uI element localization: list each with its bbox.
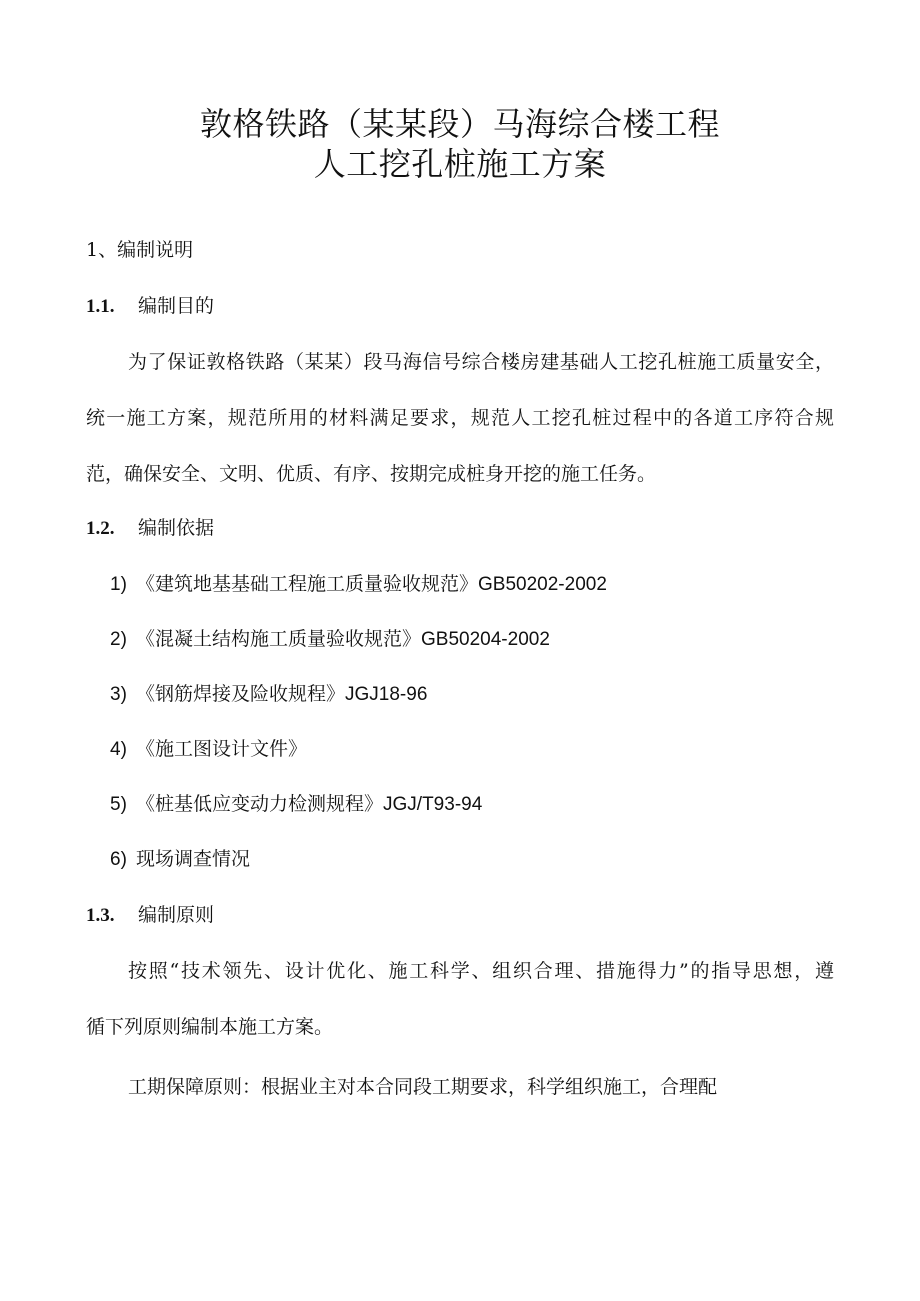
reference-number: 6) <box>110 849 127 870</box>
section-label: 编制原则 <box>138 904 215 926</box>
paragraph-line: 工期保障原则：根据业主对本合同段工期要求，科学组织施工，合理配 <box>128 1076 718 1098</box>
document-title-line-1: 敦格铁路（某某段）马海综合楼工程 <box>199 105 720 143</box>
section-heading-1-3 <box>86 901 214 930</box>
section-heading-1-2 <box>86 514 214 543</box>
reference-item <box>110 790 482 819</box>
reference-number: 2) <box>110 629 127 650</box>
reference-code: JGJ18-96 <box>345 684 428 705</box>
reference-title: 《混凝土结构施工质量验收规范》 <box>136 628 422 650</box>
reference-title: 《建筑地基基础工程施工质量验收规范》 <box>136 573 479 595</box>
reference-code: JGJ/T93-94 <box>383 794 483 815</box>
document-title-line-2: 人工挖孔桩施工方案 <box>313 145 607 183</box>
section-label: 编制依据 <box>138 517 215 539</box>
reference-number: 1) <box>110 574 127 595</box>
section-number: 1.1. <box>86 296 115 317</box>
reference-title: 《钢筋焊接及险收规程》 <box>136 683 346 705</box>
paragraph-line: 统一施工方案，规范所用的材料满足要求，规范人工挖孔桩过程中的各道工序符合规 <box>86 407 834 429</box>
reference-number: 5) <box>110 794 127 815</box>
section-number: 1.2. <box>86 518 115 539</box>
paragraph-line: 范，确保安全、文明、优质、有序、按期完成桩身开挖的施工任务。 <box>86 463 657 485</box>
reference-code: GB50204-2002 <box>421 629 550 650</box>
paragraph-line: 为了保证敦格铁路（某某）段马海信号综合楼房建基础人工挖孔桩施工质量安全， <box>128 351 834 373</box>
reference-title: 现场调查情况 <box>136 848 251 870</box>
reference-item <box>110 735 307 764</box>
reference-number: 4) <box>110 739 127 760</box>
reference-title: 《桩基低应变动力检测规程》 <box>136 793 384 815</box>
reference-item <box>110 570 607 599</box>
section-heading-1-1 <box>86 292 214 321</box>
section-number: 1.3. <box>86 905 115 926</box>
paragraph-line: 按照“技术领先、设计优化、施工科学、组织合理、措施得力”的指导思想，遵 <box>128 960 834 982</box>
reference-code: GB50202-2002 <box>478 574 607 595</box>
reference-number: 3) <box>110 684 127 705</box>
section-heading-1: 1、编制说明 <box>86 239 194 261</box>
reference-item <box>110 845 250 874</box>
reference-title: 《施工图设计文件》 <box>136 738 308 760</box>
reference-item <box>110 625 550 654</box>
section-label: 编制目的 <box>138 295 215 317</box>
paragraph-line: 循下列原则编制本施工方案。 <box>86 1016 334 1038</box>
reference-item <box>110 680 427 709</box>
